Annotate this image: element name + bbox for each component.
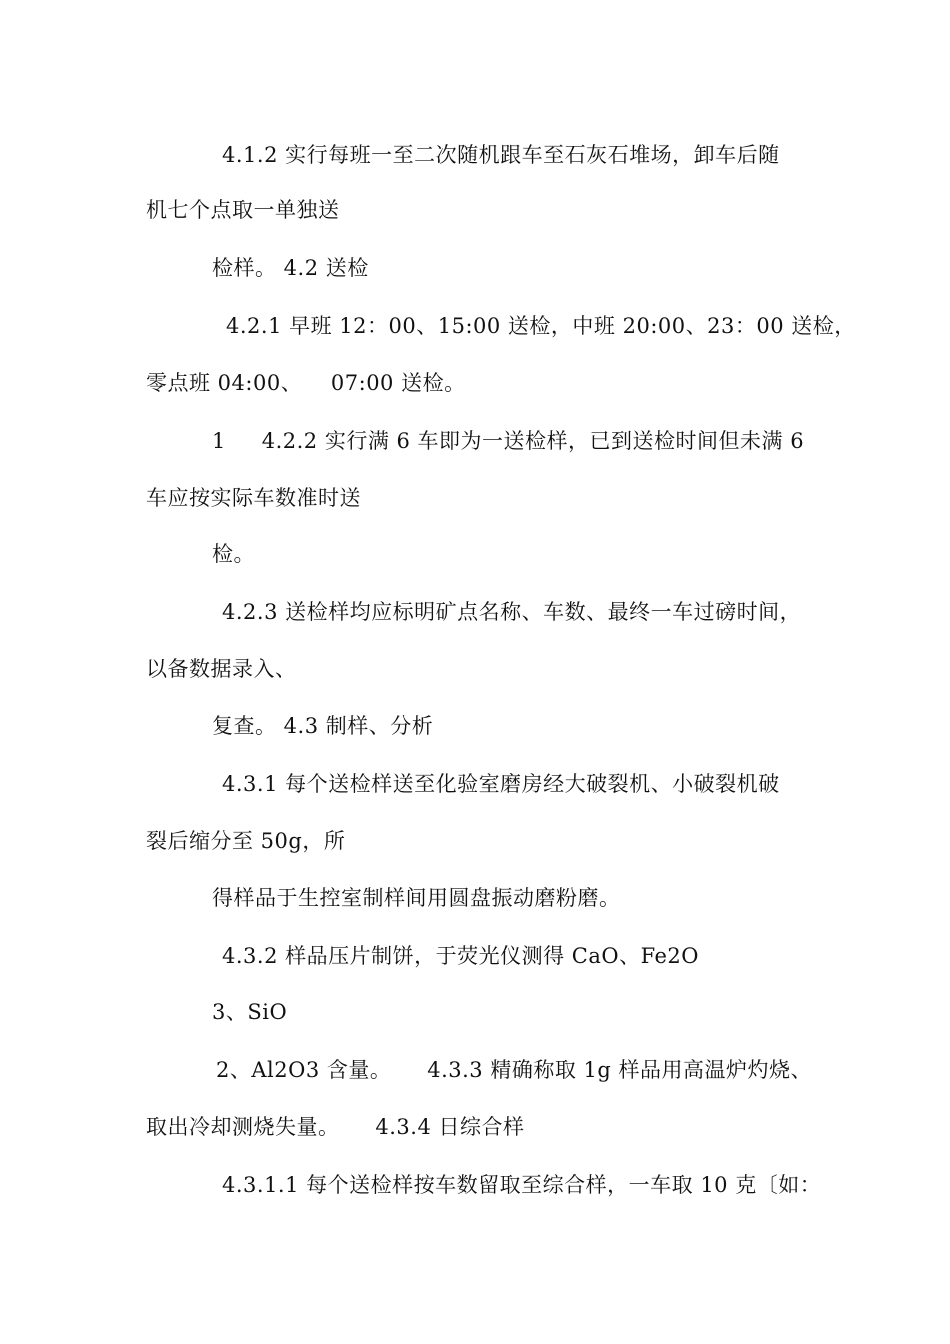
paragraph-line: 4.2.1 早班 12：00、15:00 送检，中班 20:00、23：00 送检， bbox=[226, 314, 856, 338]
paragraph-line: 检样。 4.2 送检 bbox=[212, 256, 369, 280]
paragraph-line: 取出冷却测烧失量。 4.3.4 日综合样 bbox=[146, 1115, 525, 1139]
paragraph-line: 1 4.2.2 实行满 6 车即为一送检样，已到送检时间但未满 6 bbox=[212, 429, 805, 453]
paragraph-line: 车应按实际车数准时送 bbox=[146, 486, 361, 510]
paragraph-line: 2、Al2O3 含量。 4.3.3 精确称取 1g 样品用高温炉灼烧、 bbox=[216, 1058, 812, 1082]
paragraph-line: 复查。 4.3 制样、分析 bbox=[212, 714, 434, 738]
paragraph-line: 4.2.3 送检样均应标明矿点名称、车数、最终一车过磅时间， bbox=[222, 600, 802, 624]
paragraph-line: 4.3.1 每个送检样送至化验室磨房经大破裂机、小破裂机破 bbox=[222, 772, 780, 796]
paragraph-line: 机七个点取一单独送 bbox=[146, 198, 340, 222]
paragraph-line: 检。 bbox=[212, 542, 255, 566]
paragraph-line: 以备数据录入、 bbox=[146, 657, 297, 681]
paragraph-line: 4.3.2 样品压片制饼，于荧光仪测得 CaO、Fe2O bbox=[222, 944, 700, 968]
paragraph-line: 4.1.2 实行每班一至二次随机跟车至石灰石堆场，卸车后随 bbox=[222, 143, 780, 167]
paragraph-line: 3、SiO bbox=[212, 1000, 288, 1024]
paragraph-line: 得样品于生控室制样间用圆盘振动磨粉磨。 bbox=[212, 886, 621, 910]
paragraph-line: 零点班 04:00、 07:00 送检。 bbox=[146, 371, 466, 395]
paragraph-line: 裂后缩分至 50g，所 bbox=[146, 829, 346, 853]
paragraph-line: 4.3.1.1 每个送检样按车数留取至综合样，一车取 10 克〔如： bbox=[222, 1173, 822, 1197]
